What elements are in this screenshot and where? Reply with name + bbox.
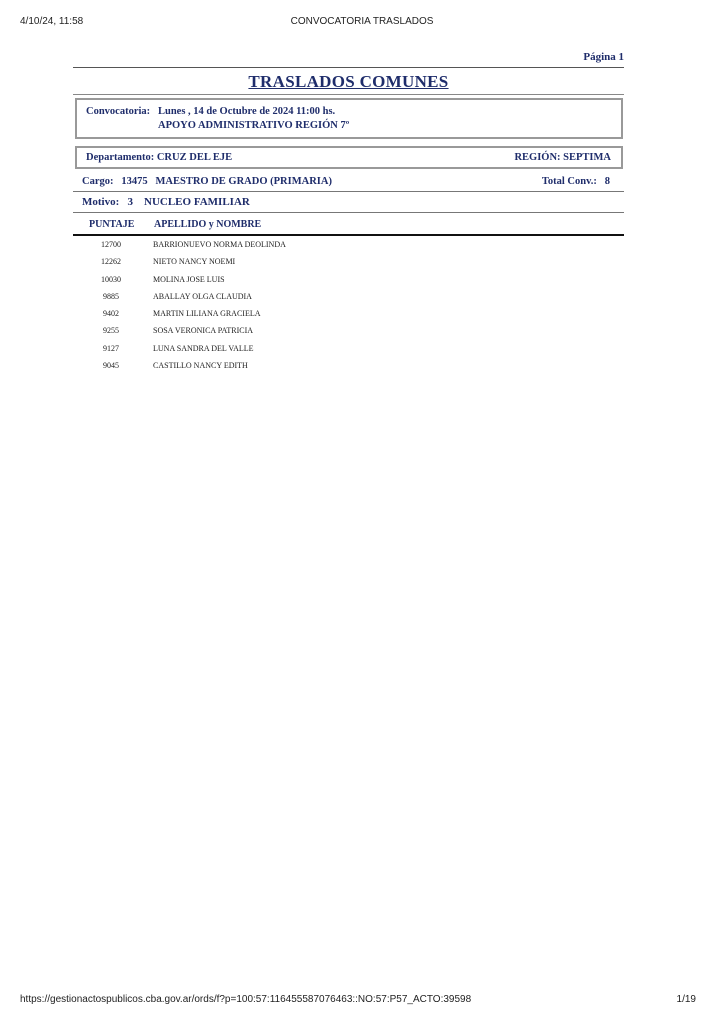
print-header-title: CONVOCATORIA TRASLADOS [290, 16, 434, 27]
name-cell: MOLINA JOSE LUIS [153, 274, 225, 284]
name-cell: ABALLAY OLGA CLAUDIA [153, 291, 252, 301]
convocatoria-label: Convocatoria: [86, 106, 151, 117]
print-footer-page: 1/19 [676, 994, 696, 1005]
name-cell: SOSA VERONICA PATRICIA [153, 326, 254, 336]
table-row [73, 341, 624, 358]
document-title: TRASLADOS COMUNES [248, 72, 449, 91]
convocatoria-description: APOYO ADMINISTRATIVO REGIÓN 7º [158, 120, 350, 131]
score-cell: 9885 [103, 291, 119, 301]
title-divider [73, 94, 624, 95]
name-cell: MARTIN LILIANA GRACIELA [153, 309, 261, 319]
results-table-body [73, 237, 624, 375]
table-row [73, 323, 624, 340]
motivo-text: Motivo: 3 NUCLEO FAMILIAR [82, 196, 250, 208]
name-cell: NIETO NANCY NOEMI [153, 257, 236, 267]
convocatoria-box [75, 98, 623, 139]
convocatoria-date: Lunes , 14 de Octubre de 2024 11:00 hs. [158, 106, 336, 117]
table-row [73, 272, 624, 289]
column-header-nombre: APELLIDO y NOMBRE [154, 219, 262, 230]
cargo-text: Cargo: 13475 MAESTRO DE GRADO (PRIMARIA) [82, 176, 332, 187]
score-cell: 9045 [103, 361, 119, 371]
top-divider [73, 67, 624, 68]
name-cell: BARRIONUEVO NORMA DEOLINDA [153, 240, 286, 249]
score-cell: 10030 [101, 274, 121, 284]
score-cell: 12262 [101, 257, 121, 267]
region-text: REGIÓN: SEPTIMA [514, 152, 611, 163]
page-number-label: Página 1 [583, 51, 624, 63]
motivo-row [73, 192, 624, 213]
name-cell: LUNA SANDRA DEL VALLE [153, 343, 254, 353]
table-row [73, 358, 624, 375]
score-cell: 12700 [101, 240, 121, 249]
table-header [73, 214, 624, 236]
departamento-text: Departamento: CRUZ DEL EJE [86, 152, 233, 163]
name-cell: CASTILLO NANCY EDITH [153, 361, 248, 371]
table-row [73, 254, 624, 271]
print-footer-url: https://gestionactospublicos.cba.gov.ar/ords/f?p=100:57:116455587076463::NO:57:P57_ACTO:39598 [20, 994, 472, 1005]
column-header-puntaje: PUNTAJE [89, 219, 135, 230]
table-row [73, 289, 624, 306]
score-cell: 9402 [103, 309, 119, 319]
table-row [73, 306, 624, 323]
table-row [73, 237, 624, 254]
score-cell: 9255 [103, 326, 119, 336]
cargo-row [73, 171, 624, 192]
total-conv-text: Total Conv.: 8 [541, 176, 610, 187]
departamento-box [75, 146, 623, 169]
print-datetime: 4/10/24, 11:58 [20, 16, 84, 27]
score-cell: 9127 [103, 343, 119, 353]
